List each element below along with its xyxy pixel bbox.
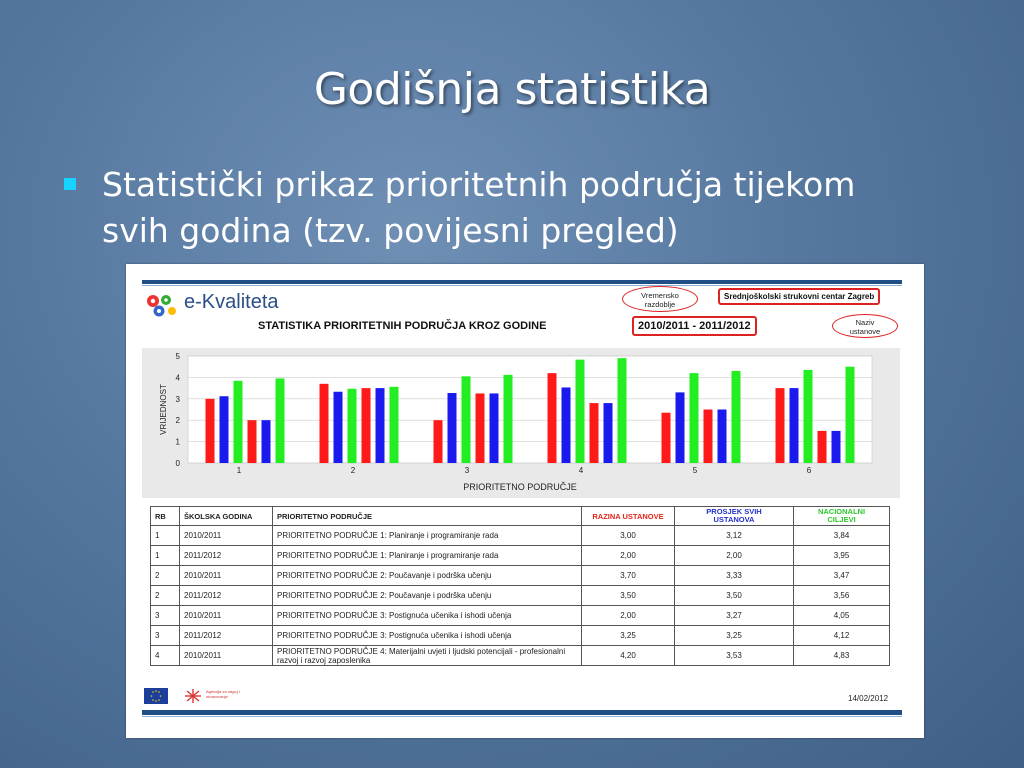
bar	[804, 370, 813, 463]
callout-inst-line1: Naziv	[855, 318, 875, 327]
x-tick-label: 1	[236, 466, 242, 475]
col-header-institution-level: RAZINA USTANOVE	[582, 507, 675, 526]
bullet-text: Statistički prikaz prioritetnih područja tijekom svih godina (tzv. povijesni pregled)	[102, 165, 856, 250]
cell-area: PRIORITETNO PODRUČJE 1: Planiranje i programiranje rada	[273, 546, 582, 566]
plot-area	[188, 356, 872, 463]
bar	[376, 388, 385, 463]
cell-rb: 3	[151, 626, 180, 646]
bar	[818, 431, 827, 463]
col-header-national-line1: NACIONALNI	[817, 507, 866, 516]
cell-average: 2,00	[675, 546, 794, 566]
gears-logo-icon	[144, 292, 178, 318]
cell-institution-level: 3,25	[582, 626, 675, 646]
cell-area: PRIORITETNO PODRUČJE 2: Poučavanje i podrška učenju	[273, 566, 582, 586]
cell-national: 4,05	[794, 606, 890, 626]
bar	[562, 387, 571, 463]
callout-inst-line2: ustanove	[849, 327, 881, 336]
table-row	[151, 606, 890, 626]
cell-national: 3,84	[794, 526, 890, 546]
cell-average: 3,12	[675, 526, 794, 546]
cell-institution-level: 3,50	[582, 586, 675, 606]
bar	[448, 393, 457, 463]
col-header-national-line2: CILJEVI	[827, 515, 856, 524]
cell-national: 3,47	[794, 566, 890, 586]
table-row	[151, 546, 890, 566]
bar	[476, 393, 485, 463]
callout-period	[622, 286, 698, 312]
callout-period-line1: Vremensko	[641, 291, 679, 300]
agency-logo-icon	[184, 688, 202, 704]
cell-national: 3,56	[794, 586, 890, 606]
cell-average: 3,27	[675, 606, 794, 626]
eu-flag-icon	[144, 688, 168, 704]
bar	[220, 396, 229, 463]
cell-year: 2011/2012	[180, 626, 273, 646]
table-row	[151, 646, 890, 666]
bar	[490, 393, 499, 463]
x-tick-label: 3	[464, 466, 470, 475]
x-tick-label: 5	[692, 466, 698, 475]
slide-title: Godišnja statistika	[313, 64, 711, 115]
bar	[434, 420, 443, 463]
table-row	[151, 586, 890, 606]
table-row	[151, 566, 890, 586]
cell-area: PRIORITETNO PODRUČJE 1: Planiranje i programiranje rada	[273, 526, 582, 546]
cell-year: 2011/2012	[180, 546, 273, 566]
y-tick-label: 2	[175, 416, 180, 426]
cell-year: 2011/2012	[180, 586, 273, 606]
bar	[790, 388, 799, 463]
bar	[618, 358, 627, 463]
cell-rb: 2	[151, 566, 180, 586]
bar	[732, 371, 741, 463]
period-range: 2010/2011 - 2011/2012	[632, 316, 757, 336]
report-bottom-bar	[142, 710, 902, 715]
cell-year: 2010/2011	[180, 566, 273, 586]
bar	[690, 373, 699, 463]
cell-average: 3,53	[675, 646, 794, 666]
bar	[320, 384, 329, 463]
cell-institution-level: 4,20	[582, 646, 675, 666]
bar	[262, 420, 271, 463]
bar	[504, 375, 513, 463]
bar	[206, 399, 215, 463]
bar	[604, 403, 613, 463]
col-header-average-line2: USTANOVA	[713, 515, 755, 524]
bar	[334, 392, 343, 463]
col-header-year: ŠKOLSKA GODINA	[180, 507, 273, 526]
bar	[362, 388, 371, 463]
cell-average: 3,25	[675, 626, 794, 646]
y-tick-label: 0	[175, 459, 180, 468]
col-header-average	[675, 507, 794, 526]
y-tick-label: 1	[175, 437, 180, 447]
y-tick-label: 5	[175, 352, 180, 361]
cell-rb: 3	[151, 606, 180, 626]
callout-institution	[832, 314, 898, 338]
bar	[832, 431, 841, 463]
agency-name: Agencija za odgoj i obrazovanje	[206, 689, 240, 699]
x-axis-label: PRIORITETNO PODRUČJE	[463, 482, 577, 492]
table-row	[151, 526, 890, 546]
cell-institution-level: 3,00	[582, 526, 675, 546]
bar-chart	[142, 348, 900, 498]
bar	[704, 410, 713, 464]
y-tick-label: 4	[175, 373, 180, 383]
table-row	[151, 626, 890, 646]
bar	[390, 387, 399, 463]
bar	[676, 392, 685, 463]
cell-national: 4,12	[794, 626, 890, 646]
cell-area: PRIORITETNO PODRUČJE 3: Postignuća učenika i ishodi učenja	[273, 626, 582, 646]
bar	[718, 410, 727, 464]
bar	[276, 378, 285, 463]
bar	[776, 388, 785, 463]
cell-area: PRIORITETNO PODRUČJE 4: Materijalni uvjeti i ljudski potencijali - profesionalni razvoj i razvoj zaposlenika	[273, 646, 582, 666]
y-axis-label: VRIJEDNOST	[159, 384, 168, 435]
cell-institution-level: 2,00	[582, 606, 675, 626]
institution-name: Srednjoškolski strukovni centar Zagreb	[718, 288, 880, 305]
col-header-national	[794, 507, 890, 526]
report-date: 14/02/2012	[848, 694, 889, 703]
statistics-table	[150, 506, 890, 666]
bar	[248, 420, 257, 463]
brand-name: e-Kvaliteta	[184, 291, 279, 313]
cell-national: 3,95	[794, 546, 890, 566]
col-header-area: PRIORITETNO PODRUČJE	[273, 507, 582, 526]
cell-area: PRIORITETNO PODRUČJE 3: Postignuća učenika i ishodi učenja	[273, 606, 582, 626]
cell-year: 2010/2011	[180, 526, 273, 546]
col-header-rb: RB	[151, 507, 180, 526]
col-header-average-line1: PROSJEK SVIH	[706, 507, 762, 516]
report-top-bar	[142, 280, 902, 284]
report-heading: STATISTIKA PRIORITETNIH PODRUČJA KROZ GODINE	[258, 320, 547, 332]
cell-year: 2010/2011	[180, 646, 273, 666]
bar	[662, 413, 671, 463]
cell-national: 4,83	[794, 646, 890, 666]
bar	[348, 389, 357, 463]
cell-year: 2010/2011	[180, 606, 273, 626]
cell-rb: 1	[151, 526, 180, 546]
cell-rb: 4	[151, 646, 180, 666]
report-top-bar-line	[142, 285, 902, 286]
cell-institution-level: 3,70	[582, 566, 675, 586]
x-tick-label: 2	[350, 466, 356, 475]
bar	[590, 403, 599, 463]
x-tick-label: 6	[806, 466, 812, 475]
cell-rb: 1	[151, 546, 180, 566]
bar	[462, 376, 471, 463]
square-bullet-icon	[64, 178, 76, 190]
cell-average: 3,33	[675, 566, 794, 586]
callout-period-line2: razdoblje	[644, 300, 676, 309]
bar	[576, 360, 585, 463]
cell-area: PRIORITETNO PODRUČJE 2: Poučavanje i podrška učenju	[273, 586, 582, 606]
report-screenshot	[126, 264, 924, 738]
cell-institution-level: 2,00	[582, 546, 675, 566]
report-bottom-bar-line	[142, 716, 902, 717]
bar	[846, 367, 855, 463]
y-tick-label: 3	[175, 394, 180, 404]
x-tick-label: 4	[578, 466, 584, 475]
bar	[234, 381, 243, 463]
cell-rb: 2	[151, 586, 180, 606]
table-header-row	[151, 507, 890, 526]
bar	[548, 373, 557, 463]
cell-average: 3,50	[675, 586, 794, 606]
